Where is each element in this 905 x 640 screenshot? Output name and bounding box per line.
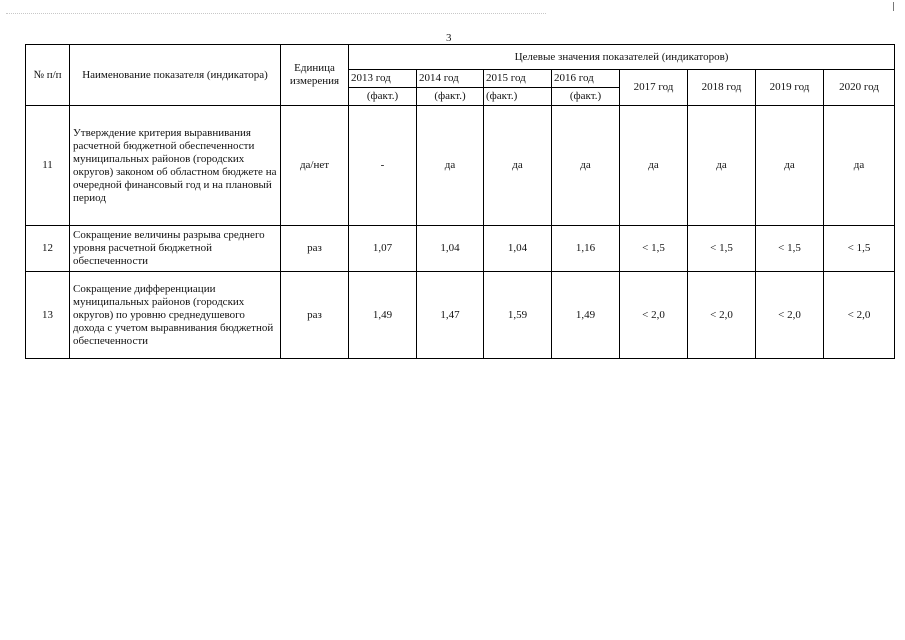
row-value: 1,07 (349, 226, 417, 272)
header-year-2013: 2013 год (349, 70, 417, 88)
header-year-2016: 2016 год (552, 70, 620, 88)
scan-artifact-line (6, 13, 546, 18)
row-unit: раз (281, 272, 349, 359)
row-num: 13 (26, 272, 70, 359)
header-year-2015: 2015 год (484, 70, 552, 88)
row-value: да (552, 106, 620, 226)
page-number: 3 (446, 32, 452, 44)
header-num: № п/п (26, 45, 70, 106)
header-year-2019: 2019 год (756, 70, 824, 106)
row-value: < 1,5 (620, 226, 688, 272)
header-year-2017: 2017 год (620, 70, 688, 106)
row-value: 1,04 (417, 226, 484, 272)
row-value: да (688, 106, 756, 226)
header-row (26, 45, 895, 70)
table-row (26, 106, 895, 226)
header-year-2020: 2020 год (824, 70, 895, 106)
header-year-2014: 2014 год (417, 70, 484, 88)
scan-edge-tick (893, 2, 894, 11)
header-fact-2013: (факт.) (349, 88, 417, 106)
row-value: < 1,5 (756, 226, 824, 272)
row-value: 1,59 (484, 272, 552, 359)
row-num: 11 (26, 106, 70, 226)
row-value: 1,16 (552, 226, 620, 272)
header-fact-2014: (факт.) (417, 88, 484, 106)
row-name: Сокращение дифференциации муниципальных районов (городских округов) по уровню среднедушевого дохода с учетом выравнивания бюджетной обеспеченности (70, 272, 281, 359)
header-name: Наименование показателя (индикатора) (70, 45, 281, 106)
row-value: < 2,0 (688, 272, 756, 359)
indicators-table (25, 44, 895, 359)
row-value: 1,47 (417, 272, 484, 359)
row-value: 1,04 (484, 226, 552, 272)
row-value: - (349, 106, 417, 226)
row-value: < 2,0 (756, 272, 824, 359)
row-num: 12 (26, 226, 70, 272)
row-value: да (417, 106, 484, 226)
row-unit: да/нет (281, 106, 349, 226)
row-name: Сокращение величины разрыва среднего уровня расчетной бюджетной обеспеченности (70, 226, 281, 272)
row-value: да (824, 106, 895, 226)
row-unit: раз (281, 226, 349, 272)
header-fact-2015: (факт.) (484, 88, 552, 106)
row-value: 1,49 (349, 272, 417, 359)
table-row (26, 272, 895, 359)
header-fact-2016: (факт.) (552, 88, 620, 106)
row-value: да (620, 106, 688, 226)
row-name: Утверждение критерия выравнивания расчетной бюджетной обеспеченности муниципальных районов (городских округов) законом об областном бюджете на очередной финансовый год и на плановый период (70, 106, 281, 226)
row-value: < 2,0 (620, 272, 688, 359)
table-row (26, 226, 895, 272)
header-year-2018: 2018 год (688, 70, 756, 106)
header-unit: Единица измерения (281, 45, 349, 106)
row-value: да (484, 106, 552, 226)
row-value: < 2,0 (824, 272, 895, 359)
row-value: 1,49 (552, 272, 620, 359)
header-targets: Целевые значения показателей (индикаторов) (349, 45, 895, 70)
row-value: < 1,5 (824, 226, 895, 272)
row-value: < 1,5 (688, 226, 756, 272)
row-value: да (756, 106, 824, 226)
